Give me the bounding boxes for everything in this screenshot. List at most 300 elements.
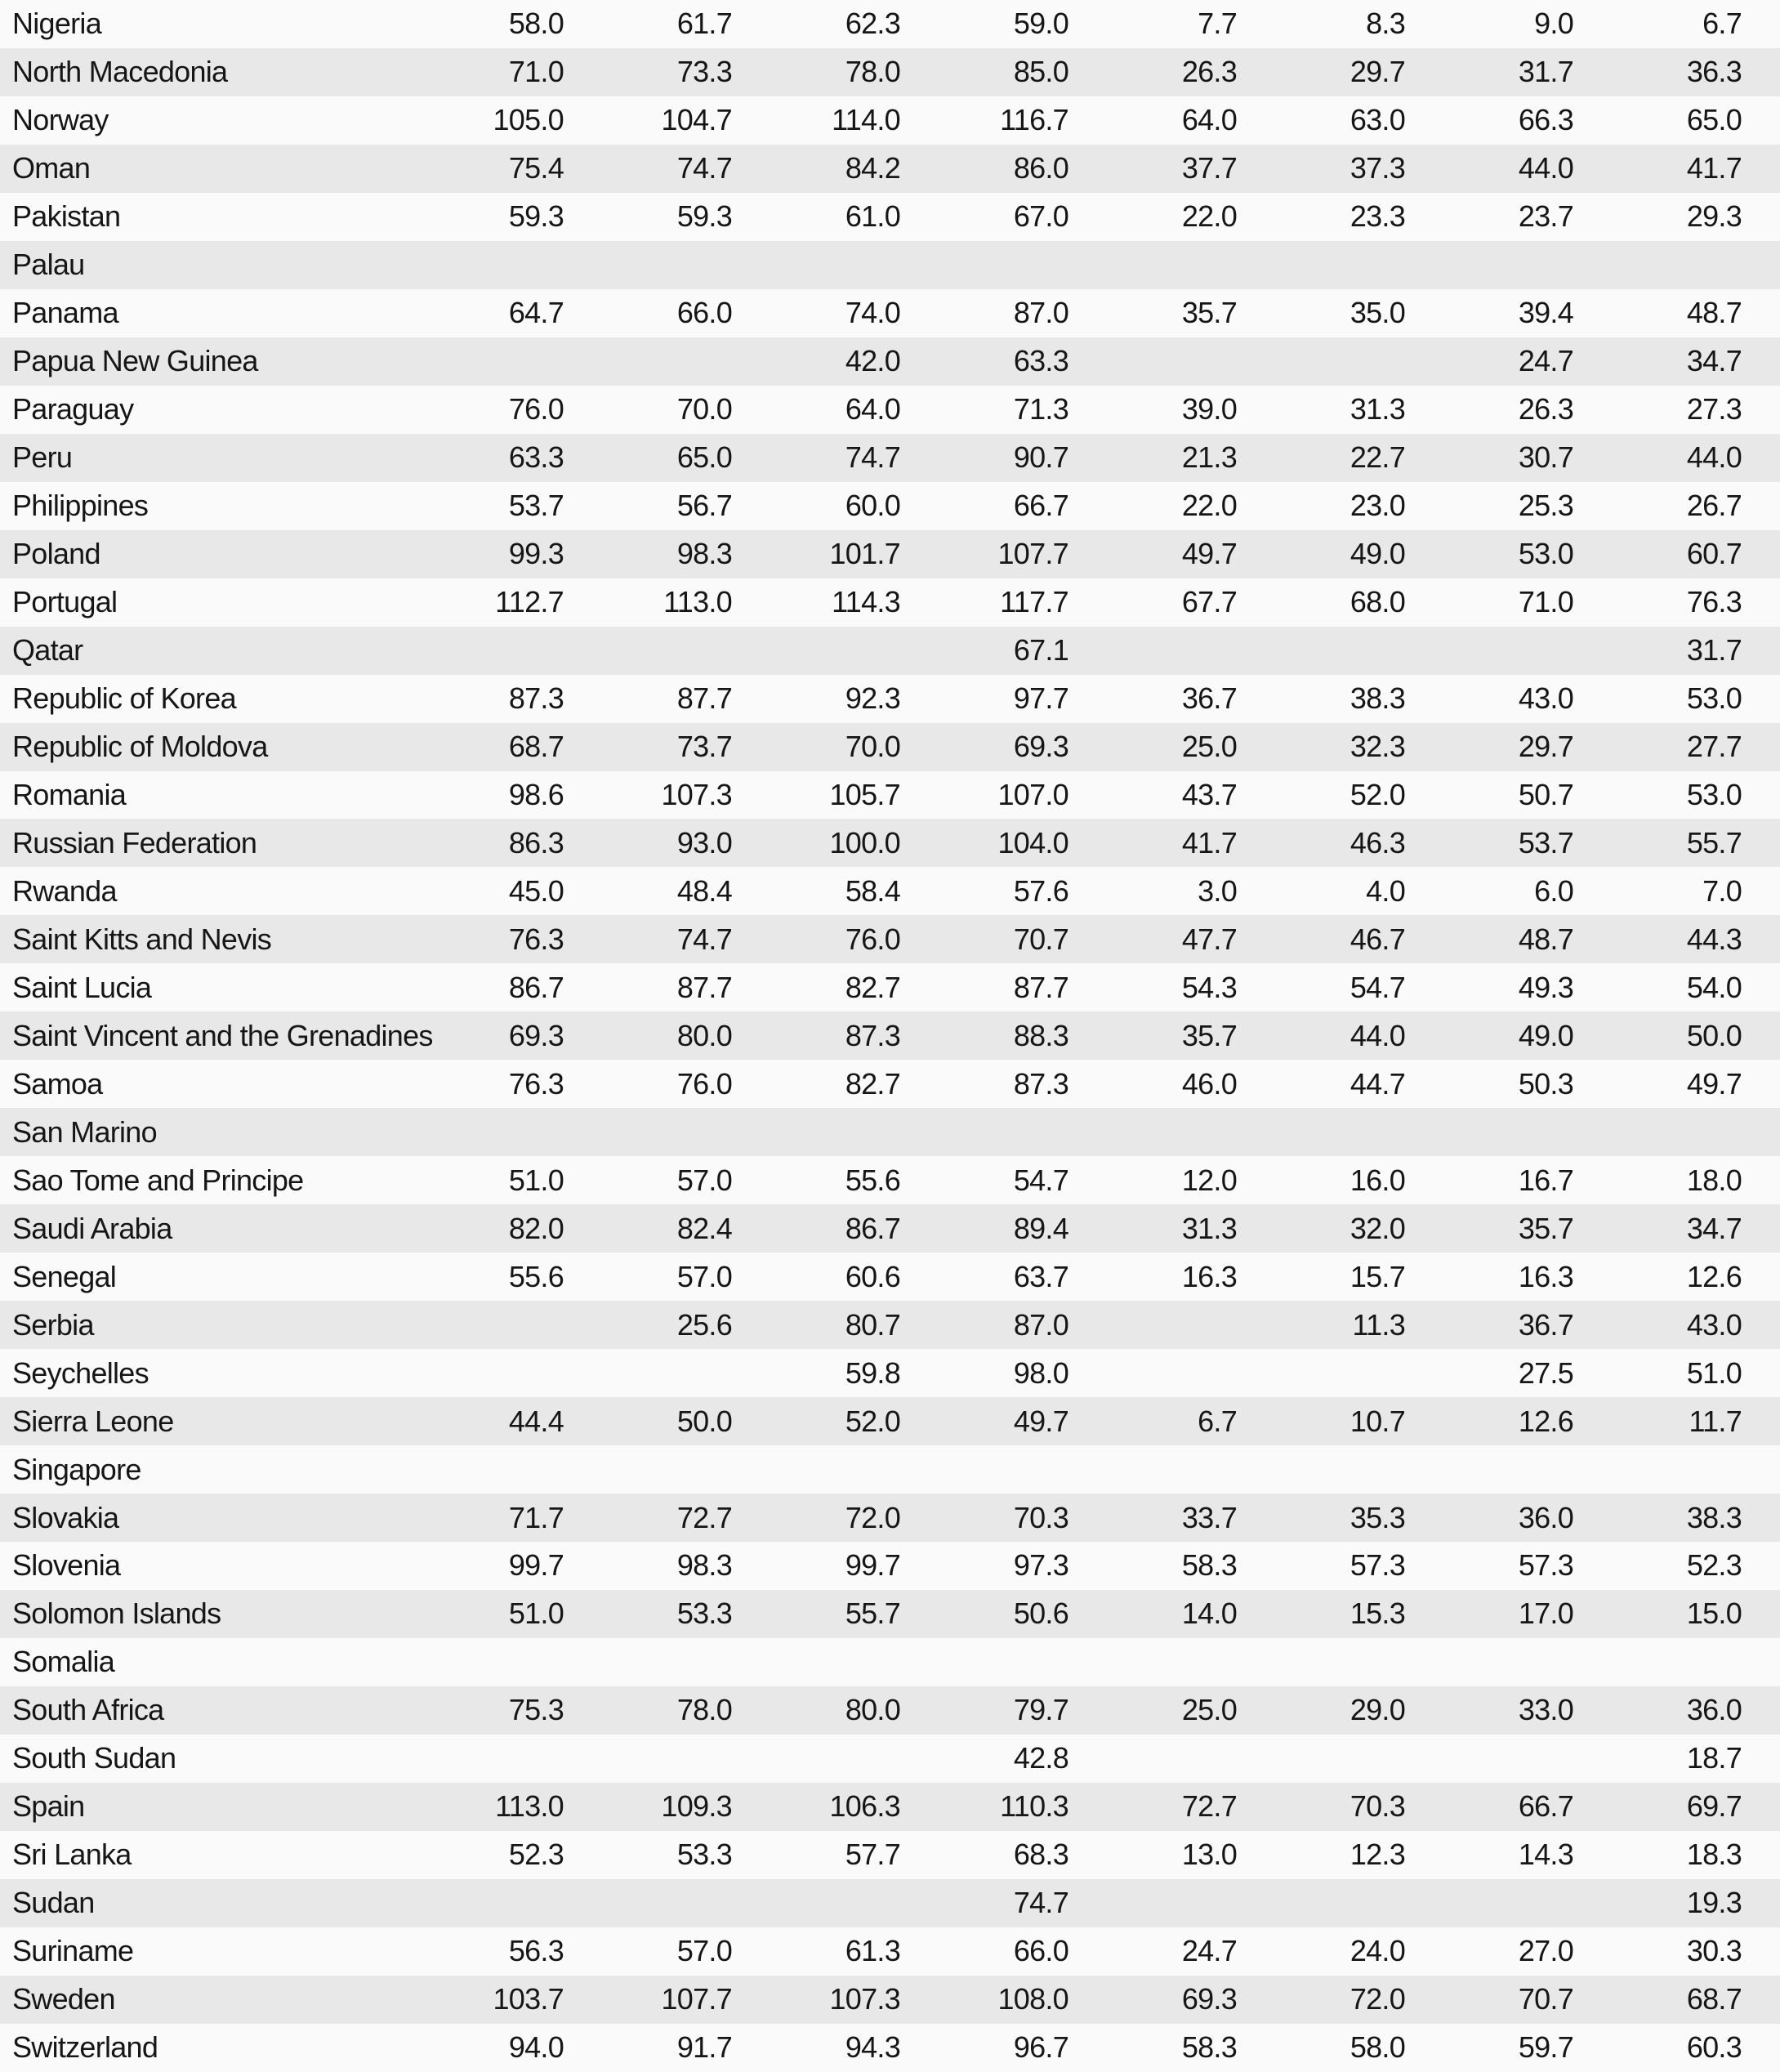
value-cell-8: 55.7 xyxy=(1686,825,1742,860)
value-cell-1: 69.3 xyxy=(508,1018,564,1052)
value-cell-1: 75.4 xyxy=(508,151,564,185)
value-cell-8: 18.3 xyxy=(1686,1838,1742,1872)
value-cell-3: 100.0 xyxy=(829,825,900,860)
value-cell-7: 30.7 xyxy=(1518,440,1573,475)
value-cell-4: 66.0 xyxy=(1013,1934,1068,1968)
value-cell-6: 52.0 xyxy=(1349,777,1405,811)
value-cell-2: 107.7 xyxy=(661,1982,732,2016)
value-cell-3: 52.0 xyxy=(845,1404,900,1438)
value-cell-1: 51.0 xyxy=(508,1596,564,1631)
value-cell-8: 53.0 xyxy=(1686,681,1742,716)
value-cell-8: 29.3 xyxy=(1686,199,1742,234)
value-cell-4: 104.0 xyxy=(997,825,1068,860)
value-cell-8: 60.7 xyxy=(1686,537,1742,571)
value-cell-6: 49.0 xyxy=(1349,537,1405,571)
value-cell-2: 57.0 xyxy=(676,1259,732,1293)
table-row xyxy=(0,241,1780,289)
value-cell-6: 68.0 xyxy=(1349,585,1405,619)
value-cell-5: 58.3 xyxy=(1181,2030,1237,2065)
value-cell-3: 78.0 xyxy=(845,55,900,89)
value-cell-7: 70.7 xyxy=(1518,1982,1573,2016)
value-cell-2: 98.3 xyxy=(676,537,732,571)
table-row xyxy=(0,1542,1780,1590)
value-cell-4: 97.7 xyxy=(1013,681,1068,716)
value-cell-2: 113.0 xyxy=(663,585,732,619)
value-cell-8: 34.7 xyxy=(1686,1211,1742,1245)
value-cell-5: 25.0 xyxy=(1181,1693,1237,1727)
value-cell-7: 43.0 xyxy=(1518,681,1573,716)
country-name-cell: Peru xyxy=(12,440,73,475)
value-cell-6: 46.3 xyxy=(1349,825,1405,860)
value-cell-7: 53.0 xyxy=(1518,537,1573,571)
value-cell-5: 39.0 xyxy=(1181,392,1237,426)
country-name-cell: Philippines xyxy=(12,489,149,523)
value-cell-8: 44.0 xyxy=(1686,440,1742,475)
value-cell-1: 99.3 xyxy=(508,537,564,571)
value-cell-2: 57.0 xyxy=(676,1163,732,1197)
country-name-cell: Samoa xyxy=(12,1066,103,1101)
value-cell-5: 16.3 xyxy=(1181,1259,1237,1293)
value-cell-1: 94.0 xyxy=(508,2030,564,2065)
value-cell-4: 87.7 xyxy=(1013,970,1068,1004)
value-cell-1: 113.0 xyxy=(495,1789,564,1824)
value-cell-1: 51.0 xyxy=(508,1163,564,1197)
value-cell-4: 50.6 xyxy=(1013,1596,1068,1631)
value-cell-2: 87.7 xyxy=(676,681,732,716)
value-cell-4: 54.7 xyxy=(1013,1163,1068,1197)
value-cell-8: 48.7 xyxy=(1686,296,1742,330)
value-cell-4: 98.0 xyxy=(1013,1355,1068,1390)
value-cell-5: 22.0 xyxy=(1181,489,1237,523)
country-name-cell: Saudi Arabia xyxy=(12,1211,172,1245)
value-cell-5: 37.7 xyxy=(1181,151,1237,185)
country-name-cell: Slovakia xyxy=(12,1500,119,1534)
value-cell-3: 105.7 xyxy=(829,777,900,811)
value-cell-4: 69.3 xyxy=(1013,730,1068,764)
value-cell-4: 107.7 xyxy=(997,537,1068,571)
value-cell-7: 16.3 xyxy=(1518,1259,1573,1293)
country-name-cell: Somalia xyxy=(12,1645,115,1679)
value-cell-5: 31.3 xyxy=(1181,1211,1237,1245)
value-cell-6: 35.0 xyxy=(1349,296,1405,330)
value-cell-4: 87.3 xyxy=(1013,1066,1068,1101)
country-name-cell: Panama xyxy=(12,296,118,330)
table-row xyxy=(0,867,1780,915)
value-cell-3: 74.0 xyxy=(845,296,900,330)
value-cell-8: 15.0 xyxy=(1686,1596,1742,1631)
country-name-cell: Republic of Korea xyxy=(12,681,236,716)
value-cell-3: 80.0 xyxy=(845,1693,900,1727)
value-cell-8: 18.0 xyxy=(1686,1163,1742,1197)
value-cell-5: 54.3 xyxy=(1181,970,1237,1004)
country-name-cell: Papua New Guinea xyxy=(12,344,258,378)
value-cell-1: 112.7 xyxy=(495,585,564,619)
value-cell-2: 50.0 xyxy=(676,1404,732,1438)
value-cell-5: 22.0 xyxy=(1181,199,1237,234)
value-cell-6: 11.3 xyxy=(1352,1307,1405,1342)
value-cell-6: 31.3 xyxy=(1349,392,1405,426)
table-row xyxy=(0,771,1780,819)
country-name-cell: North Macedonia xyxy=(12,55,228,89)
table-row xyxy=(0,2024,1780,2072)
value-cell-4: 67.0 xyxy=(1013,199,1068,234)
value-cell-8: 41.7 xyxy=(1686,151,1742,185)
value-cell-8: 19.3 xyxy=(1686,1886,1742,1920)
table-row xyxy=(0,723,1780,771)
value-cell-3: 60.0 xyxy=(845,489,900,523)
value-cell-6: 57.3 xyxy=(1349,1548,1405,1583)
value-cell-6: 38.3 xyxy=(1349,681,1405,716)
value-cell-1: 71.7 xyxy=(508,1500,564,1534)
value-cell-7: 66.3 xyxy=(1518,103,1573,137)
country-name-cell: Sudan xyxy=(12,1886,95,1920)
value-cell-4: 88.3 xyxy=(1013,1018,1068,1052)
value-cell-4: 63.7 xyxy=(1013,1259,1068,1293)
value-cell-5: 47.7 xyxy=(1181,922,1237,956)
value-cell-6: 54.7 xyxy=(1349,970,1405,1004)
value-cell-2: 91.7 xyxy=(676,2030,732,2065)
value-cell-2: 73.3 xyxy=(676,55,732,89)
value-cell-1: 63.3 xyxy=(508,440,564,475)
value-cell-3: 86.7 xyxy=(845,1211,900,1245)
value-cell-3: 82.7 xyxy=(845,1066,900,1101)
table-row xyxy=(0,1735,1780,1783)
value-cell-7: 71.0 xyxy=(1518,585,1573,619)
value-cell-2: 57.0 xyxy=(676,1934,732,1968)
value-cell-7: 36.7 xyxy=(1518,1307,1573,1342)
value-cell-7: 57.3 xyxy=(1518,1548,1573,1583)
value-cell-1: 68.7 xyxy=(508,730,564,764)
value-cell-8: 49.7 xyxy=(1686,1066,1742,1101)
value-cell-8: 52.3 xyxy=(1686,1548,1742,1583)
value-cell-6: 24.0 xyxy=(1349,1934,1405,1968)
value-cell-3: 92.3 xyxy=(845,681,900,716)
value-cell-7: 25.3 xyxy=(1518,489,1573,523)
value-cell-6: 16.0 xyxy=(1349,1163,1405,1197)
value-cell-8: 36.0 xyxy=(1686,1693,1742,1727)
country-name-cell: San Marino xyxy=(12,1114,157,1149)
value-cell-6: 8.3 xyxy=(1366,7,1405,41)
country-name-cell: Sierra Leone xyxy=(12,1404,174,1438)
value-cell-4: 89.4 xyxy=(1013,1211,1068,1245)
country-name-cell: Saint Vincent and the Grenadines xyxy=(12,1018,433,1052)
value-cell-1: 45.0 xyxy=(508,873,564,908)
value-cell-5: 41.7 xyxy=(1181,825,1237,860)
value-cell-8: 31.7 xyxy=(1686,633,1742,668)
table-row xyxy=(0,915,1780,963)
value-cell-7: 33.0 xyxy=(1518,1693,1573,1727)
value-cell-4: 63.3 xyxy=(1013,344,1068,378)
value-cell-1: 105.0 xyxy=(493,103,564,137)
value-cell-2: 78.0 xyxy=(676,1693,732,1727)
table-row xyxy=(0,289,1780,337)
value-cell-8: 6.7 xyxy=(1702,7,1742,41)
value-cell-6: 29.7 xyxy=(1349,55,1405,89)
value-cell-2: 25.6 xyxy=(676,1307,732,1342)
value-cell-5: 21.3 xyxy=(1181,440,1237,475)
value-cell-4: 70.7 xyxy=(1013,922,1068,956)
country-name-cell: Norway xyxy=(12,103,109,137)
value-cell-6: 12.3 xyxy=(1349,1838,1405,1872)
value-cell-1: 56.3 xyxy=(508,1934,564,1968)
value-cell-2: 59.3 xyxy=(676,199,732,234)
value-cell-7: 66.7 xyxy=(1518,1789,1573,1824)
value-cell-4: 90.7 xyxy=(1013,440,1068,475)
value-cell-5: 49.7 xyxy=(1181,537,1237,571)
value-cell-3: 84.2 xyxy=(845,151,900,185)
value-cell-3: 61.0 xyxy=(845,199,900,234)
value-cell-6: 37.3 xyxy=(1349,151,1405,185)
value-cell-7: 44.0 xyxy=(1518,151,1573,185)
value-cell-5: 58.3 xyxy=(1181,1548,1237,1583)
value-cell-6: 35.3 xyxy=(1349,1500,1405,1534)
table-row xyxy=(0,0,1780,48)
country-name-cell: South Africa xyxy=(12,1693,164,1727)
value-cell-6: 22.7 xyxy=(1349,440,1405,475)
value-cell-7: 26.3 xyxy=(1518,392,1573,426)
country-name-cell: Suriname xyxy=(12,1934,134,1968)
country-name-cell: Paraguay xyxy=(12,392,134,426)
value-cell-7: 16.7 xyxy=(1518,1163,1573,1197)
country-name-cell: Switzerland xyxy=(12,2030,158,2065)
table-row xyxy=(0,145,1780,193)
value-cell-7: 49.3 xyxy=(1518,970,1573,1004)
value-cell-3: 107.3 xyxy=(829,1982,900,2016)
country-name-cell: Saint Kitts and Nevis xyxy=(12,922,272,956)
country-name-cell: South Sudan xyxy=(12,1741,176,1775)
value-cell-5: 14.0 xyxy=(1181,1596,1237,1631)
value-cell-1: 87.3 xyxy=(508,681,564,716)
value-cell-1: 55.6 xyxy=(508,1259,564,1293)
country-name-cell: Serbia xyxy=(12,1307,94,1342)
value-cell-7: 29.7 xyxy=(1518,730,1573,764)
country-name-cell: Russian Federation xyxy=(12,825,257,860)
value-cell-7: 27.5 xyxy=(1518,1355,1573,1390)
value-cell-8: 12.6 xyxy=(1686,1259,1742,1293)
table-row xyxy=(0,1494,1780,1542)
value-cell-2: 93.0 xyxy=(676,825,732,860)
table-row xyxy=(0,434,1780,482)
value-cell-1: 76.0 xyxy=(508,392,564,426)
table-row xyxy=(0,96,1780,145)
value-cell-5: 46.0 xyxy=(1181,1066,1237,1101)
value-cell-8: 11.7 xyxy=(1689,1404,1742,1438)
value-cell-5: 7.7 xyxy=(1198,7,1237,41)
value-cell-2: 72.7 xyxy=(676,1500,732,1534)
value-cell-4: 86.0 xyxy=(1013,151,1068,185)
value-cell-7: 17.0 xyxy=(1518,1596,1573,1631)
value-cell-2: 109.3 xyxy=(661,1789,732,1824)
value-cell-5: 13.0 xyxy=(1181,1838,1237,1872)
value-cell-7: 14.3 xyxy=(1518,1838,1573,1872)
value-cell-5: 36.7 xyxy=(1181,681,1237,716)
table-row xyxy=(0,1011,1780,1060)
value-cell-4: 79.7 xyxy=(1013,1693,1068,1727)
value-cell-1: 53.7 xyxy=(508,489,564,523)
value-cell-4: 42.8 xyxy=(1013,1741,1068,1775)
value-cell-1: 75.3 xyxy=(508,1693,564,1727)
value-cell-3: 55.6 xyxy=(845,1163,900,1197)
value-cell-1: 86.3 xyxy=(508,825,564,860)
value-cell-6: 23.3 xyxy=(1349,199,1405,234)
country-name-cell: Oman xyxy=(12,151,91,185)
value-cell-5: 43.7 xyxy=(1181,777,1237,811)
value-cell-8: 54.0 xyxy=(1686,970,1742,1004)
table-row xyxy=(0,1204,1780,1253)
value-cell-4: 66.7 xyxy=(1013,489,1068,523)
value-cell-8: 68.7 xyxy=(1686,1982,1742,2016)
value-cell-2: 104.7 xyxy=(661,103,732,137)
value-cell-3: 80.7 xyxy=(845,1307,900,1342)
value-cell-8: 43.0 xyxy=(1686,1307,1742,1342)
value-cell-4: 87.0 xyxy=(1013,296,1068,330)
value-cell-6: 23.0 xyxy=(1349,489,1405,523)
value-cell-8: 27.7 xyxy=(1686,730,1742,764)
value-cell-4: 67.1 xyxy=(1013,633,1068,668)
value-cell-7: 27.0 xyxy=(1518,1934,1573,1968)
value-cell-1: 103.7 xyxy=(493,1982,564,2016)
value-cell-7: 35.7 xyxy=(1518,1211,1573,1245)
table-row xyxy=(0,482,1780,530)
country-name-cell: Portugal xyxy=(12,585,118,619)
value-cell-1: 59.3 xyxy=(508,199,564,234)
value-cell-8: 76.3 xyxy=(1686,585,1742,619)
table-row xyxy=(0,1108,1780,1156)
value-cell-7: 39.4 xyxy=(1518,296,1573,330)
value-cell-7: 50.3 xyxy=(1518,1066,1573,1101)
value-cell-3: 55.7 xyxy=(845,1596,900,1631)
table-row xyxy=(0,337,1780,386)
country-name-cell: Saint Lucia xyxy=(12,970,152,1004)
value-cell-5: 24.7 xyxy=(1181,1934,1237,1968)
value-cell-8: 27.3 xyxy=(1686,392,1742,426)
table-row xyxy=(0,627,1780,675)
table-row xyxy=(0,1783,1780,1831)
value-cell-7: 24.7 xyxy=(1518,344,1573,378)
table-row xyxy=(0,530,1780,578)
value-cell-2: 107.3 xyxy=(661,777,732,811)
value-cell-5: 26.3 xyxy=(1181,55,1237,89)
value-cell-7: 48.7 xyxy=(1518,922,1573,956)
table-row xyxy=(0,1686,1780,1735)
value-cell-1: 44.4 xyxy=(508,1404,564,1438)
value-cell-7: 49.0 xyxy=(1518,1018,1573,1052)
value-cell-4: 87.0 xyxy=(1013,1307,1068,1342)
value-cell-1: 98.6 xyxy=(508,777,564,811)
value-cell-6: 70.3 xyxy=(1349,1789,1405,1824)
value-cell-5: 6.7 xyxy=(1198,1404,1237,1438)
table-row xyxy=(0,578,1780,627)
value-cell-3: 62.3 xyxy=(845,7,900,41)
value-cell-3: 114.3 xyxy=(832,585,900,619)
table-row xyxy=(0,1253,1780,1301)
table-row xyxy=(0,1831,1780,1879)
value-cell-3: 57.7 xyxy=(845,1838,900,1872)
value-cell-3: 42.0 xyxy=(845,344,900,378)
table-row xyxy=(0,675,1780,723)
value-cell-4: 59.0 xyxy=(1013,7,1068,41)
value-cell-1: 86.7 xyxy=(508,970,564,1004)
value-cell-6: 32.3 xyxy=(1349,730,1405,764)
table-row xyxy=(0,1060,1780,1108)
table-row xyxy=(0,1879,1780,1927)
value-cell-2: 76.0 xyxy=(676,1066,732,1101)
value-cell-8: 53.0 xyxy=(1686,777,1742,811)
value-cell-6: 44.7 xyxy=(1349,1066,1405,1101)
value-cell-3: 82.7 xyxy=(845,970,900,1004)
country-name-cell: Sri Lanka xyxy=(12,1838,132,1872)
country-name-cell: Poland xyxy=(12,537,100,571)
country-name-cell: Pakistan xyxy=(12,199,121,234)
value-cell-4: 74.7 xyxy=(1013,1886,1068,1920)
value-cell-3: 59.8 xyxy=(845,1355,900,1390)
value-cell-6: 44.0 xyxy=(1349,1018,1405,1052)
value-cell-3: 101.7 xyxy=(829,537,900,571)
country-name-cell: Palau xyxy=(12,248,85,282)
value-cell-5: 12.0 xyxy=(1181,1163,1237,1197)
value-cell-4: 96.7 xyxy=(1013,2030,1068,2065)
table-row xyxy=(0,1976,1780,2024)
table-row xyxy=(0,1397,1780,1445)
country-name-cell: Senegal xyxy=(12,1259,117,1293)
value-cell-2: 56.7 xyxy=(676,489,732,523)
country-name-cell: Slovenia xyxy=(12,1548,121,1583)
value-cell-8: 65.0 xyxy=(1686,103,1742,137)
value-cell-8: 36.3 xyxy=(1686,55,1742,89)
value-cell-5: 25.0 xyxy=(1181,730,1237,764)
table-row xyxy=(0,1590,1780,1638)
value-cell-1: 58.0 xyxy=(508,7,564,41)
value-cell-5: 72.7 xyxy=(1181,1789,1237,1824)
value-cell-2: 70.0 xyxy=(676,392,732,426)
value-cell-3: 74.7 xyxy=(845,440,900,475)
table-row xyxy=(0,1301,1780,1349)
country-name-cell: Romania xyxy=(12,777,127,811)
country-name-cell: Qatar xyxy=(12,633,83,668)
value-cell-6: 4.0 xyxy=(1366,873,1405,908)
value-cell-3: 106.3 xyxy=(829,1789,900,1824)
value-cell-2: 53.3 xyxy=(676,1596,732,1631)
table-row xyxy=(0,1445,1780,1494)
table-row xyxy=(0,386,1780,434)
value-cell-1: 99.7 xyxy=(508,1548,564,1583)
value-cell-4: 49.7 xyxy=(1013,1404,1068,1438)
value-cell-2: 82.4 xyxy=(676,1211,732,1245)
value-cell-3: 72.0 xyxy=(845,1500,900,1534)
value-cell-6: 72.0 xyxy=(1349,1982,1405,2016)
value-cell-4: 85.0 xyxy=(1013,55,1068,89)
value-cell-4: 108.0 xyxy=(997,1982,1068,2016)
table-row xyxy=(0,1927,1780,1976)
value-cell-4: 68.3 xyxy=(1013,1838,1068,1872)
table-row xyxy=(0,819,1780,867)
value-cell-7: 50.7 xyxy=(1518,777,1573,811)
value-cell-7: 31.7 xyxy=(1518,55,1573,89)
value-cell-8: 26.7 xyxy=(1686,489,1742,523)
value-cell-4: 116.7 xyxy=(1000,103,1068,137)
table-row xyxy=(0,1638,1780,1686)
value-cell-3: 99.7 xyxy=(845,1548,900,1583)
value-cell-8: 7.0 xyxy=(1702,873,1742,908)
value-cell-3: 87.3 xyxy=(845,1018,900,1052)
value-cell-5: 69.3 xyxy=(1181,1982,1237,2016)
value-cell-1: 76.3 xyxy=(508,1066,564,1101)
table-row xyxy=(0,1156,1780,1204)
value-cell-6: 15.3 xyxy=(1349,1596,1405,1631)
value-cell-3: 76.0 xyxy=(845,922,900,956)
value-cell-2: 98.3 xyxy=(676,1548,732,1583)
value-cell-6: 10.7 xyxy=(1349,1404,1405,1438)
